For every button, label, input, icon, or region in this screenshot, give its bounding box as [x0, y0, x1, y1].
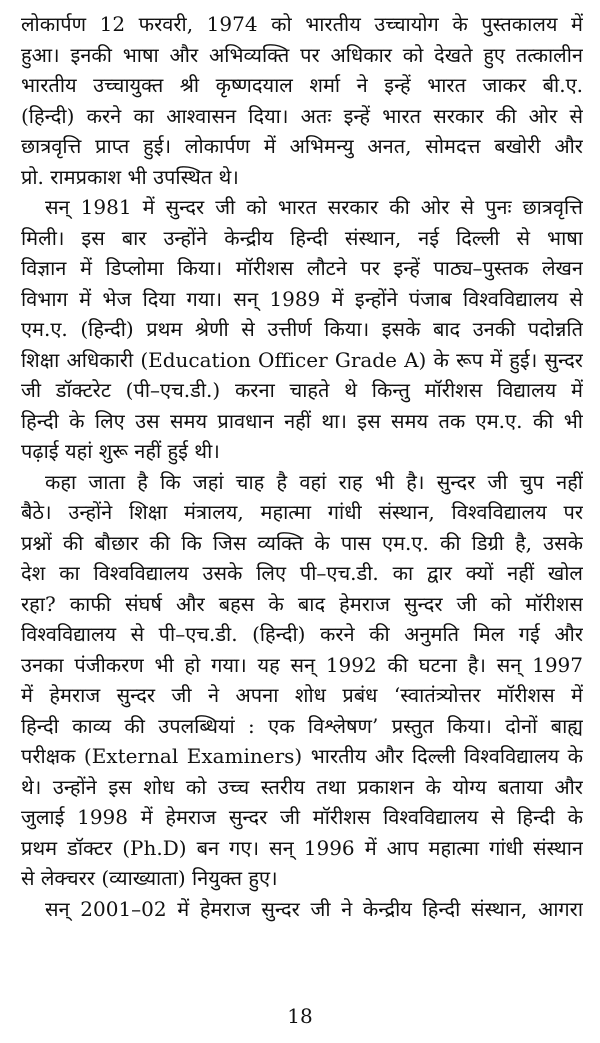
text-line: हिन्दी के लिए उस समय प्रावधान नहीं था। इस समय तक एम.ए. की भी	[21, 408, 583, 433]
text-line: रहा? काफी संघर्ष और बहस के बाद हेमराज सुन्दर जी को मॉरीशस	[21, 591, 583, 616]
text-line: थे। उन्होंने इस शोध को उच्च स्तरीय तथा प्रकाशन के योग्य बताया और	[21, 774, 583, 799]
text-line: में हेमराज सुन्दर जी ने अपना शोध प्रबंध ‘स्वातंत्र्योत्तर मॉरीशस में	[21, 683, 583, 707]
text-line: जी डॉक्टरेट (पी–एच.डी.) करना चाहते थे किन्तु मॉरीशस विद्यालय में	[21, 378, 583, 402]
text-line: हिन्दी काव्य की उपलब्धियां : एक विश्लेषण’ प्रस्तुत किया। दोनों बाह्य	[21, 713, 583, 738]
text-line: विभाग में भेज दिया गया। सन् 1989 में इन्होंने पंजाब विश्वविद्यालय से	[21, 286, 583, 311]
text-line: एम.ए. (हिन्दी) प्रथम श्रेणी से उत्तीर्ण किया। इसके बाद उनकी पदोन्नति	[21, 317, 583, 341]
text-line: जुलाई 1998 में हेमराज सुन्दर जी मॉरीशस विश्वविद्यालय से हिन्दी के	[21, 805, 583, 829]
page-number: 18	[287, 1004, 313, 1028]
text-line: प्रश्नों की बौछार की कि जिस व्यक्ति के पास एम.ए. की डिग्री है, उसके	[21, 530, 583, 555]
text-line: कहा जाता है कि जहां चाह है वहां राह भी है। सुन्दर जी चुप नहीं	[45, 469, 583, 494]
text-line: देश का विश्वविद्यालय उसके लिए पी–एच.डी. का द्वार क्यों नहीं खोल	[21, 561, 583, 585]
text-line: सन् 2001–02 में हेमराज सुन्दर जी ने केन्द्रीय हिन्दी संस्थान, आगरा	[45, 896, 583, 921]
text-line: भारतीय उच्चायुक्त श्री कृष्णदयाल शर्मा ने इन्हें भारत जाकर बी.ए.	[21, 73, 583, 97]
body-text	[21, 9, 583, 924]
text-line: पढ़ाई यहां शुरू नहीं हुई थी।	[21, 439, 220, 463]
text-line: प्रथम डॉक्टर (Ph.D) बन गए। सन् 1996 में आप महात्मा गांधी संस्थान	[21, 835, 583, 860]
text-line: बैठे। उन्होंने शिक्षा मंत्रालय, महात्मा गांधी संस्थान, विश्वविद्यालय पर	[21, 500, 583, 524]
text-line: विश्वविद्यालय से पी–एच.डी. (हिन्दी) करने की अनुमति मिल गई और	[21, 622, 583, 646]
text-line: लोकार्पण 12 फरवरी, 1974 को भारतीय उच्चायोग के पुस्तकालय में	[21, 12, 583, 36]
text-line: विज्ञान में डिप्लोमा किया। मॉरीशस लौटने पर इन्हें पाठ्य–पुस्तक लेखन	[21, 256, 583, 280]
text-line: शिक्षा अधिकारी (Education Officer Grade A) के रूप में हुई। सुन्दर	[21, 347, 583, 372]
text-line: हुआ। इनकी भाषा और अभिव्यक्ति पर अधिकार को देखते हुए तत्कालीन	[21, 42, 583, 67]
text-line: उनका पंजीकरण भी हो गया। यह सन् 1992 की घटना है। सन् 1997	[21, 652, 583, 677]
text-line: छात्रवृत्ति प्राप्त हुई। लोकार्पण में अभिमन्यु अनत, सोमदत्त बखोरी और	[21, 134, 583, 158]
text-line: परीक्षक (External Examiners) भारतीय और दिल्ली विश्वविद्यालय के	[21, 744, 583, 768]
text-line: सन् 1981 में सुन्दर जी को भारत सरकार की ओर से पुनः छात्रवृत्ति	[45, 195, 583, 219]
text-line: (हिन्दी) करने का आश्वासन दिया। अतः इन्हें भारत सरकार की ओर से	[21, 103, 583, 128]
text-line: से लेक्चरर (व्याख्याता) नियुक्त हुए।	[21, 866, 278, 890]
text-line: मिली। इस बार उन्होंने केन्द्रीय हिन्दी संस्थान, नई दिल्ली से भाषा	[21, 225, 583, 250]
text-line: प्रो. रामप्रकाश भी उपस्थित थे।	[21, 164, 239, 189]
